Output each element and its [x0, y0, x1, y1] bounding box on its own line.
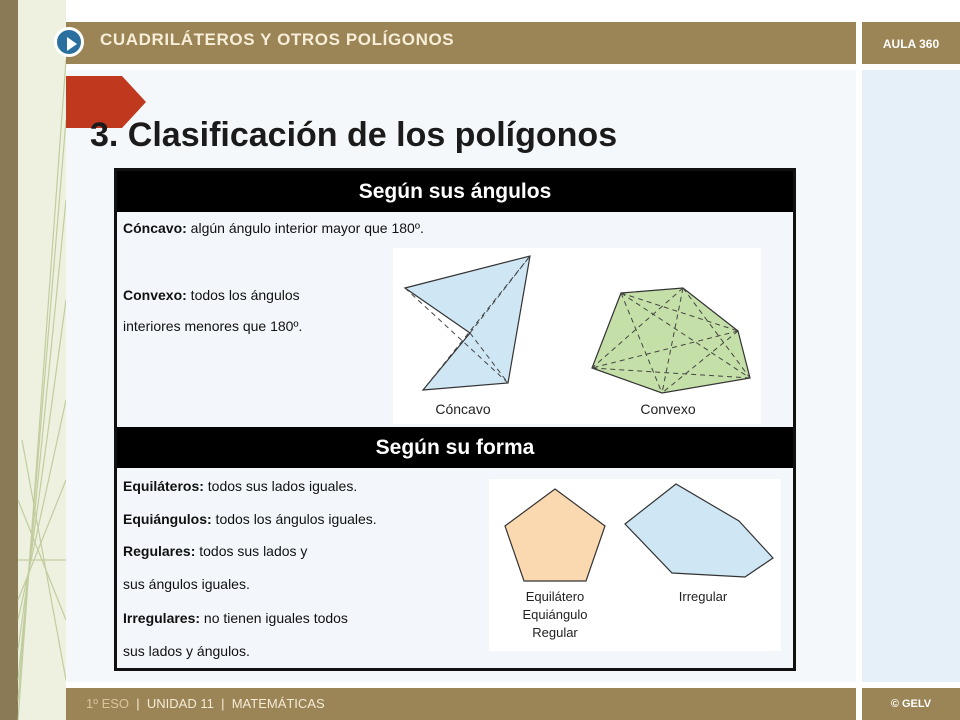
convexo-figure-label: Convexo [640, 401, 696, 417]
irregular-polygon [625, 484, 773, 577]
footer-unit: UNIDAD 11 [146, 696, 214, 711]
aula-badge: AULA 360 [882, 37, 940, 51]
right-panel [862, 70, 960, 682]
regular-pentagon [505, 489, 605, 581]
regulares-definition-cont: sus ángulos iguales. [123, 576, 250, 592]
concavo-figure-label: Cóncavo [435, 401, 491, 417]
shape-figure [489, 479, 781, 651]
section-angles-heading: Según sus ángulos [117, 171, 793, 212]
section-angles-body [117, 212, 793, 427]
irregular-label: Irregular [678, 589, 728, 604]
angles-figure [393, 248, 761, 424]
irregulares-definition: Irregulares: no tienen iguales todos [123, 610, 348, 626]
decorative-stripes [0, 0, 70, 720]
footer-separator: | [221, 696, 225, 711]
equiangulos-definition: Equiángulos: todos los ángulos iguales. [123, 511, 377, 527]
convexo-definition: Convexo: todos los ángulos [123, 287, 300, 303]
regulares-definition: Regulares: todos sus lados y [123, 543, 308, 559]
copyright-label: © GELV [890, 698, 932, 710]
convexo-definition-cont: interiores menores que 180º. [123, 318, 303, 334]
play-button[interactable] [54, 27, 84, 57]
footer-separator: | [136, 696, 140, 711]
footer-breadcrumb [86, 696, 325, 711]
equilatero-label: Equilátero [525, 589, 585, 604]
concavo-definition: Cóncavo: algún ángulo interior mayor que 180º. [123, 220, 424, 236]
convex-polygon [592, 288, 750, 393]
concave-polygon [405, 256, 530, 390]
page-title: 3. Clasificación de los polígonos [90, 116, 618, 154]
regular-label: Regular [532, 625, 578, 640]
footer-course: 1º ESO [86, 696, 130, 711]
section-shape-heading: Según su forma [117, 427, 793, 468]
irregulares-definition-cont: sus lados y ángulos. [123, 643, 250, 659]
equilateros-definition: Equiláteros: todos sus lados iguales. [123, 478, 358, 494]
equiangulo-label: Equiángulo [522, 607, 588, 622]
footer-subject: MATEMÁTICAS [231, 696, 325, 711]
header-title: CUADRILÁTEROS Y OTROS POLÍGONOS [100, 30, 455, 49]
play-icon [67, 37, 77, 51]
classification-box [114, 168, 796, 671]
